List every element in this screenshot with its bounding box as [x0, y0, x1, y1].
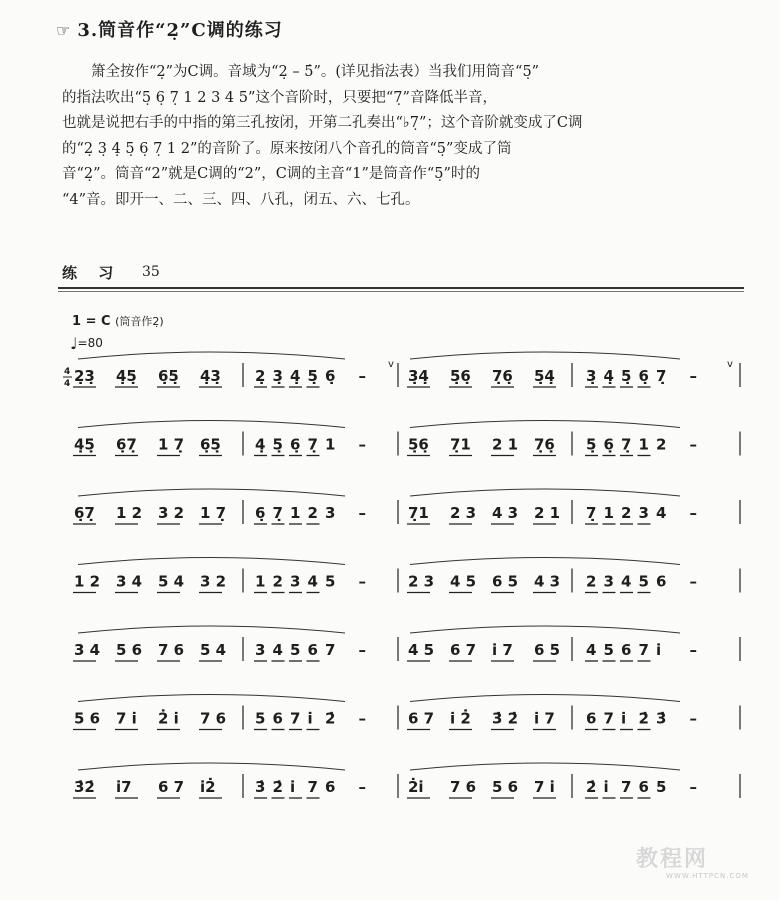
watermark-url: WWW.HTTPCN.COM: [666, 872, 749, 880]
score-note: 3̣: [586, 367, 597, 385]
score-note: 3: [255, 641, 266, 659]
score-note: 6: [638, 778, 649, 796]
tempo-value: =80: [77, 336, 103, 350]
score-note: –: [358, 572, 366, 591]
score-note: 4̣: [603, 367, 614, 385]
score-note: 3: [290, 572, 301, 591]
score-note: 3: [325, 504, 336, 522]
score-note: 3̇: [255, 778, 266, 796]
score-note-pair: 4 5: [450, 572, 477, 591]
score-note-pair: 3̇2̇: [74, 778, 95, 796]
score-note-pair: 5̣4̣: [534, 367, 555, 385]
time-signature-top: 4: [64, 367, 71, 377]
score-note-pair: 7 i̇: [116, 709, 137, 728]
score-note: –: [689, 641, 697, 659]
score-note-pair: 6 7: [450, 641, 477, 659]
score-note-pair: 7̣6̣: [534, 435, 555, 454]
score-note: 5: [325, 572, 336, 591]
score-note-pair: 2̣3̣: [74, 367, 95, 385]
paragraph-line: 音“2̣”。筒音“2”就是C调的“2”，C调的主音“1”是筒音作“5̣”时的: [62, 166, 480, 182]
score-note-pair: 4̣5̣: [116, 367, 137, 385]
slur-arc: [410, 626, 680, 633]
score-note: 6: [656, 572, 667, 591]
score-note-pair: 2 3: [408, 572, 435, 591]
exercise-title: 练 习: [62, 264, 122, 282]
score-note: 5: [638, 572, 649, 591]
score-note: i̇: [603, 778, 609, 796]
paragraph-line: 也就是说把右手的中指的第三孔按闭，开第二孔奏出“♭7̣”；这个音阶就变成了C调: [62, 115, 583, 131]
score-note: 4: [307, 572, 318, 591]
score-note-pair: i̇ 2̇: [450, 709, 471, 728]
score-note: 2̇: [325, 709, 336, 728]
score-note: 5̣: [586, 435, 597, 454]
slur-arc: [410, 695, 680, 702]
score-note: –: [358, 504, 366, 522]
slur-arc: [410, 489, 680, 496]
slur-arc: [78, 695, 345, 702]
score-note: 6̣: [603, 435, 614, 454]
score-note: 6: [621, 641, 632, 659]
score-note-pair: 4̣3̣: [200, 367, 221, 385]
section-heading-text: 3.筒音作“2̣”C调的练习: [77, 20, 283, 41]
score-note-pair: 6 5: [492, 572, 519, 591]
paragraph-line: 箫全按作“2̣”为C调。音域为“2̣ – 5̇”。(详见指法表）当我们用筒音“5̣”: [91, 64, 540, 80]
score-note: –: [689, 778, 697, 796]
score-note: 3̣: [272, 367, 283, 385]
score-note: 3̇: [656, 709, 667, 728]
score-note: 1: [638, 435, 649, 454]
score-note: i̇: [656, 641, 662, 659]
score-note-pair: 7 6: [200, 709, 227, 728]
score-note-pair: 5 6: [492, 778, 519, 796]
score-note: 6: [586, 709, 597, 728]
score-note: 7̣: [586, 504, 597, 522]
score-note-pair: 1 2: [116, 504, 143, 522]
score-note: 4: [272, 641, 283, 659]
score-note: 2: [272, 572, 283, 591]
score-note-pair: 7 6: [158, 641, 185, 659]
score-note: 5̣: [307, 367, 318, 385]
score-note-pair: i̇ 7: [534, 709, 555, 728]
score-note-pair: 7̣1: [408, 504, 429, 522]
score-note-pair: 2̇i̇: [408, 778, 424, 796]
score-note: –: [358, 778, 366, 796]
score-note-pair: 6̣7̣: [74, 504, 95, 522]
score-note: 5̣: [621, 367, 632, 385]
score-note: 5: [656, 778, 667, 796]
score-note-pair: 6̣7̣: [116, 435, 137, 454]
score-note-pair: 7̣6̣: [492, 367, 513, 385]
time-signature-bottom: 4: [64, 379, 71, 389]
score-note: 5: [290, 641, 301, 659]
score-note: –: [689, 367, 697, 385]
score-note-pair: 5 6: [116, 641, 143, 659]
score-note-pair: 1 2: [74, 572, 101, 591]
score-note-pair: 5 4: [200, 641, 227, 659]
score-note: –: [689, 572, 697, 591]
score-note: i̇: [290, 778, 296, 796]
paragraph-line: 的“2̣ 3̣ 4̣ 5̣ 6̣ 7̣ 1 2”的音阶了。原来按闭八个音孔的筒音“5̣”变成了筒: [62, 140, 512, 157]
score-note-pair: i̇7: [116, 778, 132, 796]
score-note: 1: [290, 504, 301, 522]
score-note: 2: [656, 435, 667, 454]
score-note: 5̣: [272, 435, 283, 454]
score-note-pair: 6 5: [534, 641, 561, 659]
score-note: 7: [307, 778, 318, 796]
score-note-pair: 5 4: [158, 572, 185, 591]
score-note-pair: 1 7̣: [200, 504, 227, 522]
score-note: 2̇: [638, 709, 649, 728]
score-note: 2: [586, 572, 597, 591]
score-note-pair: 6 7: [158, 778, 185, 796]
score-note: 7̣: [307, 435, 318, 454]
score-note: 4̣: [290, 367, 301, 385]
score-note: 6̣: [638, 367, 649, 385]
score-note: 2̇: [586, 778, 597, 796]
score-note: i̇: [307, 709, 313, 728]
score-note-pair: 2 1: [492, 435, 519, 454]
quarter-note-icon: ♩: [70, 334, 78, 353]
score-note: 4: [656, 504, 667, 522]
score-note-pair: 4 3: [492, 504, 519, 522]
slur-arc: [78, 352, 345, 359]
score-note-pair: 5 6: [74, 709, 101, 728]
score-note: 5: [255, 709, 266, 728]
breath-mark: v: [388, 359, 394, 370]
score-note: 5: [603, 641, 614, 659]
score-note-pair: 3 2: [158, 504, 185, 522]
score-note-pair: 5̣6̣: [408, 435, 429, 454]
score-note: 7: [290, 709, 301, 728]
score-note: –: [689, 504, 697, 522]
slur-arc: [78, 626, 345, 633]
score-note-pair: 6̣5̣: [200, 435, 221, 454]
exercise-number: 35: [142, 264, 160, 280]
score-note: 7: [325, 641, 336, 659]
score-note-pair: 3̣4̣: [408, 367, 429, 385]
score-note: –: [358, 367, 366, 385]
score-note-pair: i̇2̇: [200, 778, 216, 796]
score-note: 7: [638, 641, 649, 659]
score-note: 1: [325, 435, 336, 454]
score-note: 7̣: [272, 504, 283, 522]
slur-arc: [410, 352, 680, 359]
slur-arc: [78, 421, 345, 428]
score-note-pair: 6 7: [408, 709, 435, 728]
score-note-pair: 2 1: [534, 504, 561, 522]
score-note: –: [689, 435, 697, 454]
score-note: –: [689, 709, 697, 728]
breath-mark: v: [727, 359, 733, 370]
score-note-pair: 5̣6̣: [450, 367, 471, 385]
score-note-pair: 1 7̣: [158, 435, 185, 454]
score-note: –: [358, 641, 366, 659]
score-note: –: [358, 709, 366, 728]
score-note: 6: [307, 641, 318, 659]
slur-arc: [410, 421, 680, 428]
key-note: (筒音作2̣): [115, 315, 164, 328]
score-note: 7: [603, 709, 614, 728]
score-note: 2̣: [255, 367, 266, 385]
watermark-text: 教程网: [636, 847, 709, 872]
score-note-pair: 7̣1: [450, 435, 471, 454]
paragraph-line: “4”音。即开一、二、三、四、八孔，闭五、六、七孔。: [62, 191, 420, 208]
score-note-pair: 3̇ 2̇: [492, 709, 519, 728]
score-note: 6̣: [290, 435, 301, 454]
score-note: 3: [638, 504, 649, 522]
pointing-hand-icon: ☞: [56, 21, 72, 40]
score-note: 6: [272, 709, 283, 728]
score-note-pair: 4 5: [408, 641, 435, 659]
slur-arc: [78, 558, 345, 565]
paragraph-line: 的指法吹出“5̣ 6̣ 7̣ 1 2 3 4 5”这个音阶时，只要把“7̣”音降低半音，: [62, 89, 497, 106]
score-note: 4: [586, 641, 597, 659]
score-note-pair: 3 4: [74, 641, 101, 659]
score-note: 6: [325, 778, 336, 796]
score-note: 6̣: [325, 367, 336, 385]
score-note: 1: [255, 572, 266, 591]
slur-arc: [78, 763, 345, 770]
score-note: 7̣: [656, 367, 667, 385]
score-note: 7: [621, 778, 632, 796]
score-note-pair: 6̣5̣: [158, 367, 179, 385]
score-note: 6̣: [255, 504, 266, 522]
score-note: 2: [307, 504, 318, 522]
score-note-pair: 2̇ i̇: [158, 709, 179, 728]
score-note: 1: [603, 504, 614, 522]
score-note: 3: [603, 572, 614, 591]
score-note-pair: i̇ 7: [492, 641, 513, 659]
slur-arc: [410, 558, 680, 565]
score-note: 2: [621, 504, 632, 522]
score-note: 7̣: [621, 435, 632, 454]
score-note-pair: 2 3: [450, 504, 477, 522]
score-note-pair: 7 6: [450, 778, 477, 796]
score-note-pair: 4̣5̣: [74, 435, 95, 454]
score-note-pair: 7 i̇: [534, 778, 555, 796]
score-note: 2̇: [272, 778, 283, 796]
score-note: 4̣: [255, 435, 266, 454]
score-note-pair: 3 2: [200, 572, 227, 591]
score-note-pair: 3 4: [116, 572, 143, 591]
slur-arc: [78, 489, 345, 496]
score-note: –: [358, 435, 366, 454]
slur-arc: [410, 763, 680, 770]
score-note: 4: [621, 572, 632, 591]
key-main: 1 = C: [72, 314, 111, 329]
score-note: i̇: [621, 709, 627, 728]
score-note-pair: 4 3: [534, 572, 561, 591]
